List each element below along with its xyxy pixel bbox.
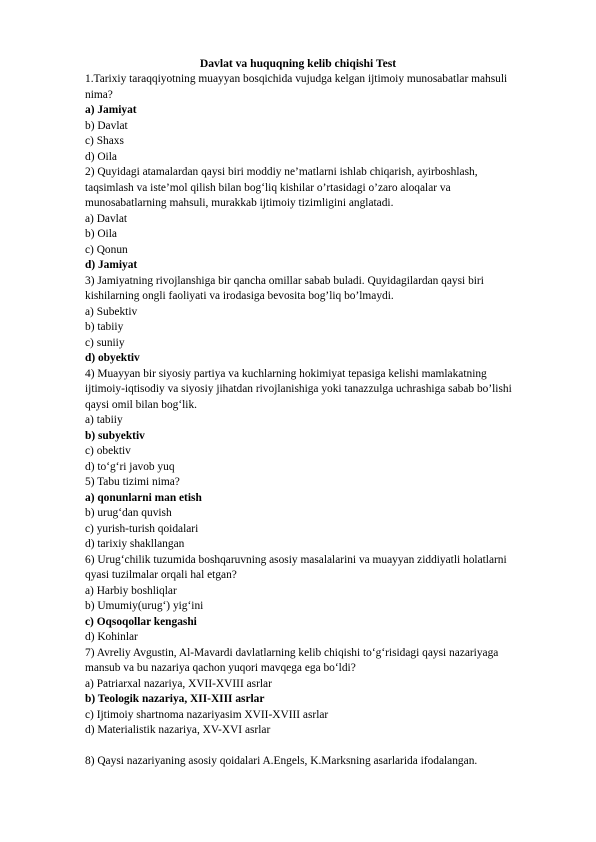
document-title: Davlat va huquqning kelib chiqishi Test <box>199 57 397 70</box>
text-line: a) Patriarxal nazariya, XVII-XVIII asrlar <box>85 677 272 690</box>
text-line: c) obektiv <box>85 445 131 457</box>
text-line: 7) Avreliy Avgustin, Al-Mavardi davlatlarning kelib chiqishi to‘g‘risidagi qaysi nazariyaga <box>85 646 499 659</box>
correct-answer-line: a) Jamiyat <box>85 104 137 116</box>
text-line: c) yurish-turish qoidalari <box>85 522 199 535</box>
text-line: d) Materialistik nazariya, XV-XVI asrlar <box>85 724 271 736</box>
text-line: 6) Urug‘chilik tuzumida boshqaruvning asosiy masalalarini va muayyan ziddiyatli holatlarni <box>85 553 507 566</box>
text-line: a) Subektiv <box>85 305 138 318</box>
text-line: b) urug‘dan quvish <box>85 507 172 519</box>
text-line: 3) Jamiyatning rivojlanshiga bir qancha omillar sabab buladi. Quyidagilardan qaysi biri <box>85 274 484 287</box>
text-line: 2) Quyidagi atamalardan qaysi biri moddiy ne’matlarni ishlab chiqarish, ayirboshlash, <box>85 166 478 178</box>
text-line: b) tabiiy <box>85 321 124 333</box>
text-line: d) to‘g‘ri javob yuq <box>85 460 175 473</box>
text-line: taqsimlash va iste’mol qilish bilan bog‘liq kishilar o’rtasidagi o’zaro aloqalar va <box>85 181 451 194</box>
correct-answer-line: c) Oqsoqollar kengashi <box>85 615 197 628</box>
text-line: a) Davlat <box>85 212 128 225</box>
text-line: munosabatlarning mahsuli, murakkab ijtimoiy tizimligini anglatadi. <box>85 197 394 209</box>
correct-answer-line: b) Teologik nazariya, XII-XIII asrlar <box>85 693 265 705</box>
text-line: 5) Tabu tizimi nima? <box>85 476 180 488</box>
text-line: d) Kohinlar <box>85 631 138 643</box>
text-line: nima? <box>85 88 113 101</box>
correct-answer-line: d) Jamiyat <box>85 259 138 271</box>
text-line: b) Oila <box>85 228 117 240</box>
text-line: d) tarixiy shakllangan <box>85 538 185 550</box>
text-line: 4) Muayyan bir siyosiy partiya va kuchlarning hokimiyat tepasiga kelishi mamlakatning <box>85 367 487 380</box>
text-line: b) Davlat <box>85 119 128 132</box>
correct-answer-line: b) subyektiv <box>85 429 145 442</box>
text-line: kishilarning ongli faoliyati va irodasiga bevosita bog’liq bo’lmaydi. <box>85 290 394 302</box>
text-line: b) Umumiy(urug‘) yig‘ini <box>85 600 204 612</box>
text-line: a) Harbiy boshliqlar <box>85 584 177 597</box>
text-line: d) Oila <box>85 150 117 163</box>
text-line: ijtimoiy-iqtisodiy va siyosiy jihatdan rivojlanishiga yoki tanazzulga uchrashiga sabab bo’lishi <box>85 383 512 395</box>
correct-answer-line: a) qonunlarni man etish <box>85 491 202 504</box>
correct-answer-line: d) obyektiv <box>85 352 140 364</box>
text-line: 1.Tarixiy taraqqiyotning muayyan bosqichida vujudga kelgan ijtimoiy munosabatlar mahsuli <box>85 73 508 85</box>
text-line: 8) Qaysi nazariyaning asosiy qoidalari A.Engels, K.Marksning asarlarida ifodalangan. <box>85 755 478 767</box>
text-line: c) suniiy <box>85 336 125 349</box>
text-line: c) Qonun <box>85 243 128 256</box>
text-line: c) Ijtimoiy shartnoma nazariyasim XVII-XVIII asrlar <box>85 708 329 721</box>
text-line: a) tabiiy <box>85 414 123 426</box>
text-line: c) Shaxs <box>85 135 124 147</box>
text-line: qyasi tuzilmalar orqali hal etgan? <box>85 569 237 581</box>
text-line: mansub va bu nazariya qachon yuqori mavqega ega bo‘ldi? <box>85 662 356 674</box>
text-line: qaysi omil bilan bog‘lik. <box>85 398 197 411</box>
test-content <box>85 72 545 770</box>
blank-line <box>85 739 545 755</box>
